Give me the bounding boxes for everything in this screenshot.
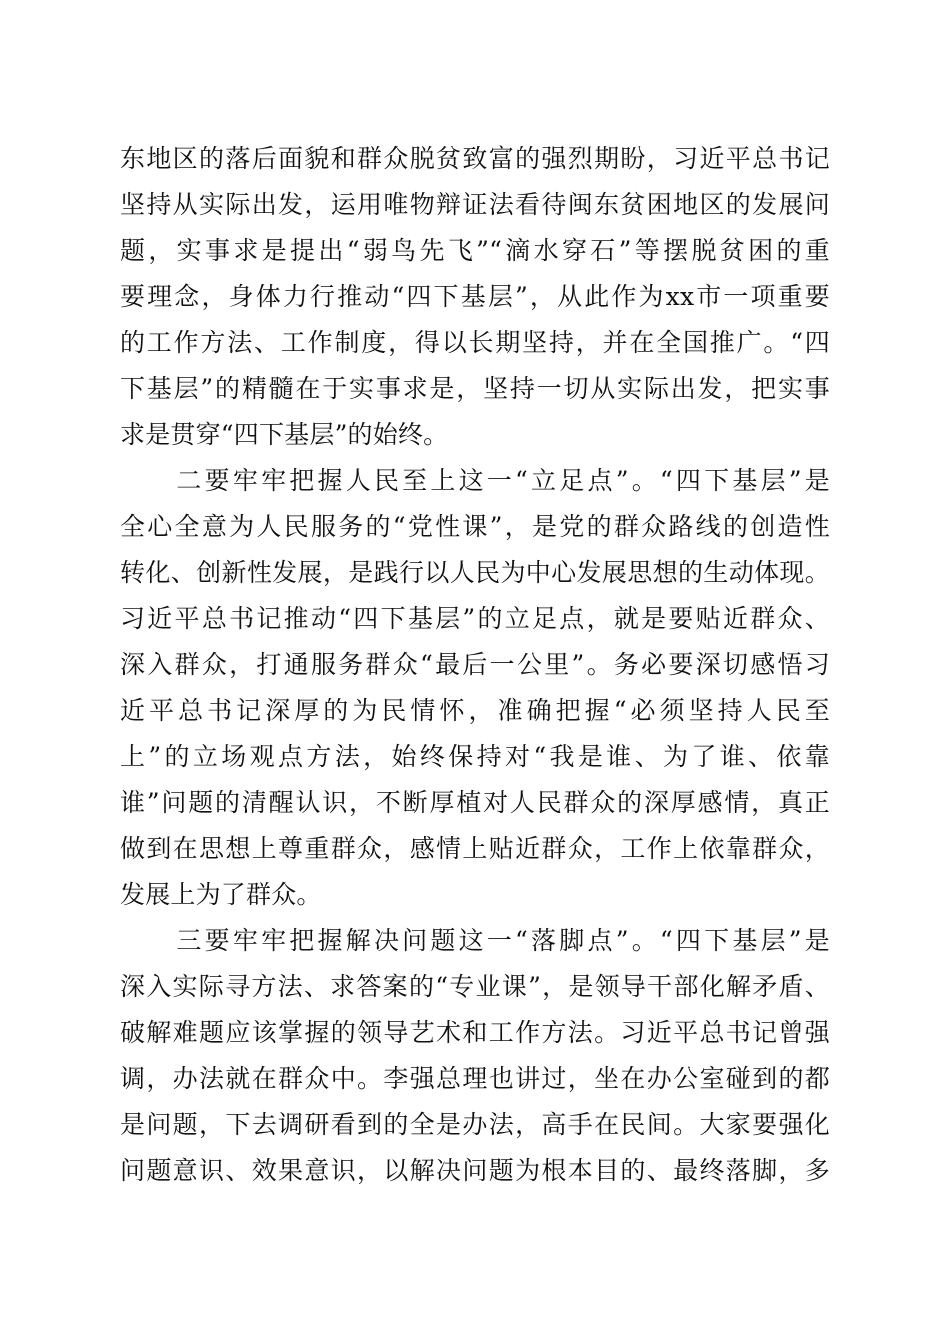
text-line: 坚持从实际出发，运用唯物辩证法看待闽东贫困地区的发展问 [120, 190, 830, 219]
text-line: 近平总书记深厚的为民情怀，准确把握“必须坚持人民至 [120, 696, 830, 725]
text-line: 题，实事求是提出“弱鸟先飞”“滴水穿石”等摆脱贫困的重 [120, 236, 830, 265]
text-line: 破解难题应该掌握的领导艺术和工作方法。习近平总书记曾强 [120, 1018, 830, 1047]
text-line: 东地区的落后面貌和群众脱贫致富的强烈期盼，习近平总书记 [120, 144, 830, 173]
text-line: 调，办法就在群众中。李强总理也讲过，坐在办公室碰到的都 [120, 1064, 830, 1093]
text-line: 问题意识、效果意识，以解决问题为根本目的、最终落脚，多 [120, 1156, 830, 1185]
document-body [120, 136, 830, 1194]
text-line: 谁”问题的清醒认识，不断厚植对人民群众的深厚感情，真正 [120, 788, 830, 817]
text-line: 深入实际寻方法、求答案的“专业课”，是领导干部化解矛盾、 [120, 972, 830, 1001]
text-line: 下基层”的精髓在于实事求是，坚持一切从实际出发，把实事 [120, 374, 830, 403]
paragraph [120, 136, 830, 458]
paragraph [120, 458, 830, 918]
text-line: 三要牢牢把握解决问题这一“落脚点”。“四下基层”是 [120, 926, 830, 955]
text-line: 求是贯穿“四下基层”的始终。 [120, 420, 449, 449]
text-line: 做到在思想上尊重群众，感情上贴近群众，工作上依靠群众， [120, 834, 830, 863]
text-line: 发展上为了群众。 [120, 880, 322, 909]
text-line: 深入群众，打通服务群众“最后一公里”。务必要深切感悟习 [120, 650, 830, 679]
text-line: 要理念，身体力行推动“四下基层”，从此作为xx市一项重要 [120, 282, 830, 311]
paragraph [120, 918, 830, 1194]
text-line: 转化、创新性发展，是践行以人民为中心发展思想的生动体现。 [120, 558, 830, 587]
text-line: 的工作方法、工作制度，得以长期坚持，并在全国推广。“四 [120, 328, 830, 357]
text-line: 二要牢牢把握人民至上这一“立足点”。“四下基层”是 [120, 466, 830, 495]
text-line: 上”的立场观点方法，始终保持对“我是谁、为了谁、依靠 [120, 742, 830, 771]
text-line: 习近平总书记推动“四下基层”的立足点，就是要贴近群众、 [120, 604, 830, 633]
text-line: 是问题，下去调研看到的全是办法，高手在民间。大家要强化 [120, 1110, 830, 1139]
text-line: 全心全意为人民服务的“党性课”，是党的群众路线的创造性 [120, 512, 830, 541]
